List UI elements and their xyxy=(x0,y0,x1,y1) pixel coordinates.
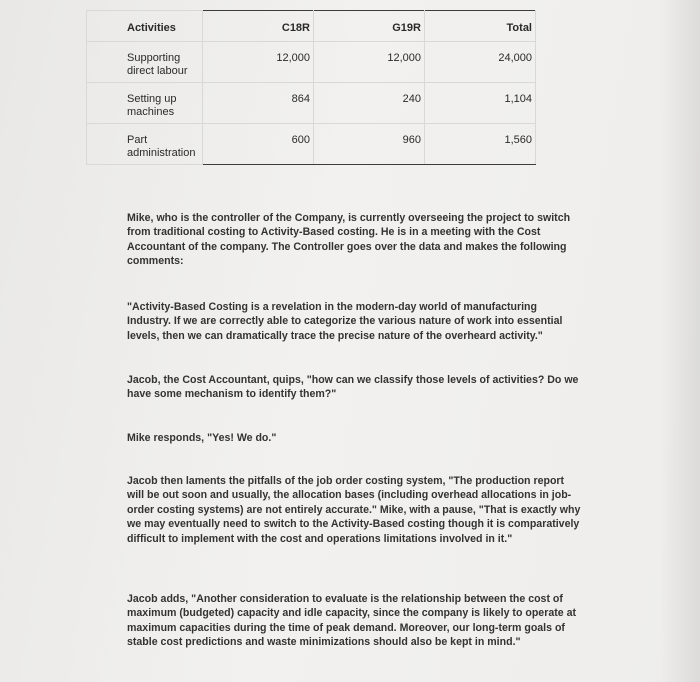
total-cell: 1,560 xyxy=(425,124,536,165)
total-cell: 1,104 xyxy=(425,83,536,124)
paragraph-jacob-question: Jacob, the Cost Accountant, quips, "how can we classify those levels of activities? Do we have some mechanism to identify them?" xyxy=(127,374,579,401)
g19r-cell: 960 xyxy=(314,124,425,165)
table-header-row xyxy=(87,11,536,42)
paragraph-mike-quote: "Activity-Based Costing is a revelation in the modern-day world of manufacturing Industry. If we are correctly able to categorize the various nature of work into essential levels, then we can dramatically trace the precise nature of the overheard activity." xyxy=(127,301,563,342)
header-c18r: C18R xyxy=(203,11,314,42)
g19r-cell: 12,000 xyxy=(314,42,425,83)
total-cell: 24,000 xyxy=(425,42,536,83)
g19r-cell: 240 xyxy=(314,83,425,124)
header-total: Total xyxy=(425,11,536,42)
paragraph-jacob-adds: Jacob adds, "Another consideration to evaluate is the relationship between the cost of maximum (budgeted) capacity and idle capacity, since the company is likely to operate at maximum capacities during the time of peak demand. Moreover, our long-term goals of stable cost predictions and waste minimizations should also be kept in mind." xyxy=(127,593,576,649)
activity-table xyxy=(86,10,536,165)
c18r-cell: 864 xyxy=(203,83,314,124)
c18r-cell: 12,000 xyxy=(203,42,314,83)
paragraph-intro: Mike, who is the controller of the Company, is currently overseeing the project to switch from traditional costing to Activity-Based costing. He is in a meeting with the Cost Accountant of the company. The Controller goes over the data and makes the following comments: xyxy=(127,212,571,268)
paragraph-mike-response: Mike responds, "Yes! We do." xyxy=(127,432,277,444)
activity-cell: Setting up machines xyxy=(87,83,203,124)
page-shadow xyxy=(660,0,700,682)
paragraph-jacob-laments: Jacob then laments the pitfalls of the job order costing system, "The production report will be out soon and usually, the allocation bases (including overhead allocations in job-order costing systems) are not entirely accurate." Mike, with a pause, "That is exactly why we may eventually need to switch to the Activity-Based costing though it is comparatively difficult to implement with the cost and operations limitations involved in it." xyxy=(127,475,581,545)
table-row xyxy=(87,42,536,83)
c18r-cell: 600 xyxy=(203,124,314,165)
table-row xyxy=(87,83,536,124)
activity-cell: Part administration xyxy=(87,124,203,165)
activity-cell: Supporting direct labour xyxy=(87,42,203,83)
header-activities: Activities xyxy=(87,11,203,42)
table-row xyxy=(87,124,536,165)
header-g19r: G19R xyxy=(314,11,425,42)
